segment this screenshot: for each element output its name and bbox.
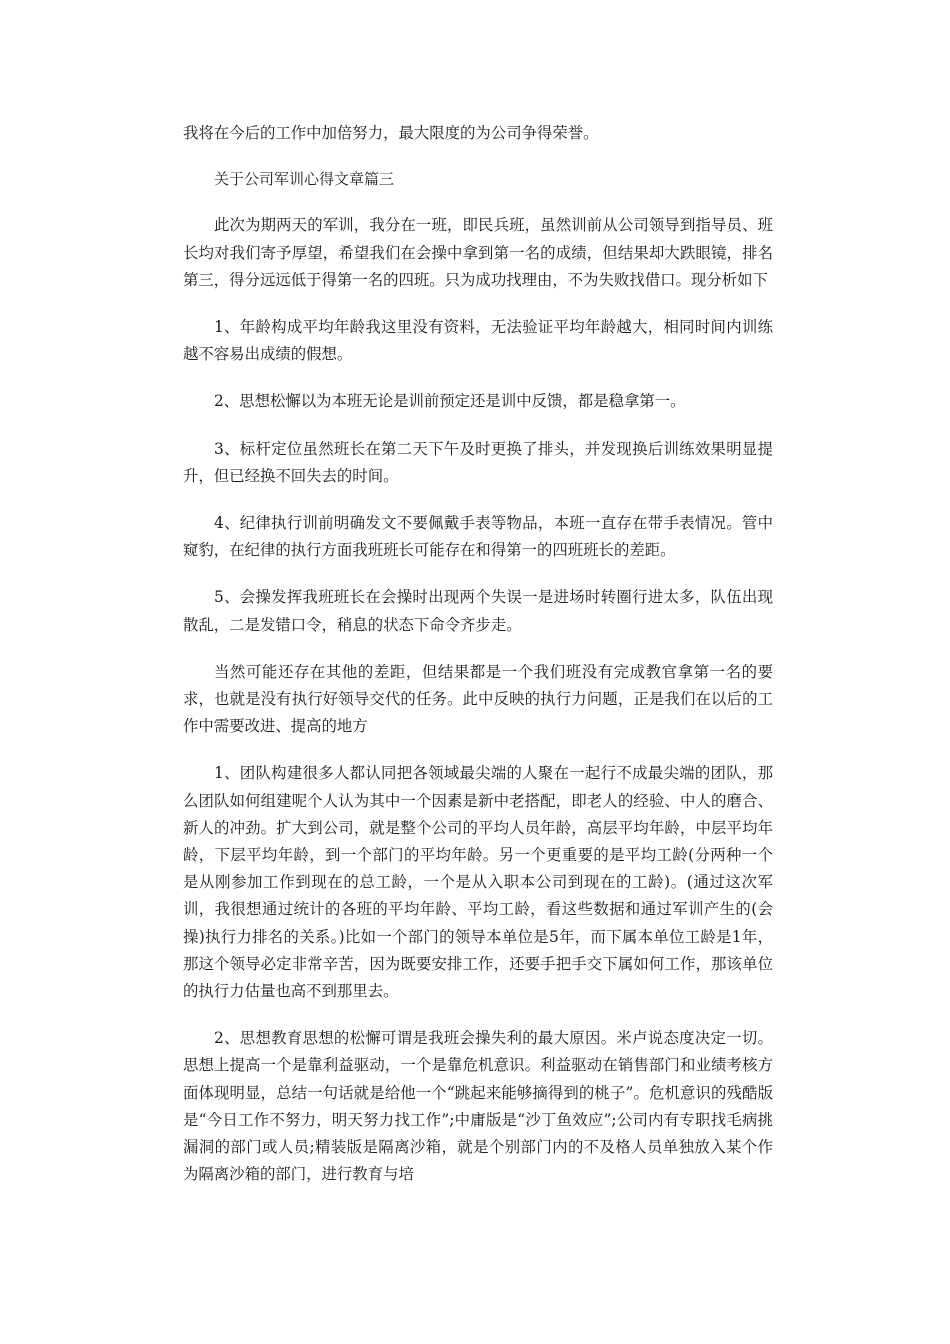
paragraph-point-2-mindset: 2、思想松懈以为本班无论是训前预定还是训中反馈，都是稳拿第一。 [214, 392, 686, 411]
paragraph-ideological-education: 2、思想教育思想的松懈可谓是我班会操失利的最大原因。米卢说态度决定一切。思想上提高一个是靠利益驱动，一个是靠危机意识。利益驱动在销售部门和业绩考核方面体现明显，总结一句话就是给他一个“跳起来能够摘得到的桃子”。危机意识的残酷版是“今日工作不努力，明天努力找工作”;中庸版是“沙丁鱼效应”;公司内有专职找毛病挑漏洞的部门或人员;精装版是隔离沙箱，就是个别部门内的不及格人员单独放入某个作为隔离沙箱的部门，进行教育与培 [183, 1029, 773, 1184]
paragraph-point-4-discipline: 4、纪律执行训前明确发文不要佩戴手表等物品，本班一直存在带手表情况。管中窥豹，在纪律的执行方面我班班长可能存在和得第一的四班班长的差距。 [183, 514, 773, 560]
paragraph-point-5-performance: 5、会操发挥我班班长在会操时出现两个失误一是进场时转圈行进太多，队伍出现散乱，二是发错口令，稍息的状态下命令齐步走。 [183, 588, 773, 634]
paragraph-intro: 此次为期两天的军训，我分在一班，即民兵班，虽然训前从公司领导到指导员、班长均对我们寄予厚望，希望我们在会操中拿到第一名的成绩，但结果却大跌眼镜，排名第三，得分远远低于得第一名的四班。只为成功找理由，不为失败找借口。现分析如下 [183, 216, 773, 289]
paragraph-team-building: 1、团队构建很多人都认同把各领域最尖端的人聚在一起行不成最尖端的团队，那么团队如何组建呢个人认为其中一个因素是新中老搭配，即老人的经验、中人的磨合、新人的冲劲。扩大到公司，就是整个公司的平均人员年龄，高层平均年龄，中层平均年龄，下层平均年龄，到一个部门的平均年龄。另一个更重要的是平均工龄(分两种一个是从刚参加工作到现在的总工龄，一个是从入职本公司到现在的工龄)。(通过这次军训，我很想通过统计的各班的平均年龄、平均工龄，看这些数据和通过军训产生的(会操)执行力排名的关系。)比如一个部门的领导本单位是5年，而下属本单位工龄是1年，那这个领导必定非常辛苦，因为既要安排工作，还要手把手交下属如何工作，那该单位的执行力估量也高不到那里去。 [183, 764, 773, 1001]
paragraph-summary: 当然可能还存在其他的差距，但结果都是一个我们班没有完成教官拿第一名的要求，也就是没有执行好领导交代的任务。此中反映的执行力问题，正是我们在以后的工作中需要改进、提高的地方 [183, 662, 773, 736]
paragraph-point-3-benchmark: 3、标杆定位虽然班长在第二天下午及时更换了排头，并发现换后训练效果明显提升，但已经换不回失去的时间。 [183, 439, 773, 485]
article-heading: 关于公司军训心得文章篇三 [214, 170, 395, 189]
document-body [183, 120, 773, 1189]
paragraph-closing-line: 我将在今后的工作中加倍努力，最大限度的为公司争得荣誉。 [183, 124, 599, 142]
paragraph-point-1-age: 1、年龄构成平均年龄我这里没有资料，无法验证平均年龄越大，相同时间内训练越不容易出成绩的假想。 [183, 318, 773, 364]
